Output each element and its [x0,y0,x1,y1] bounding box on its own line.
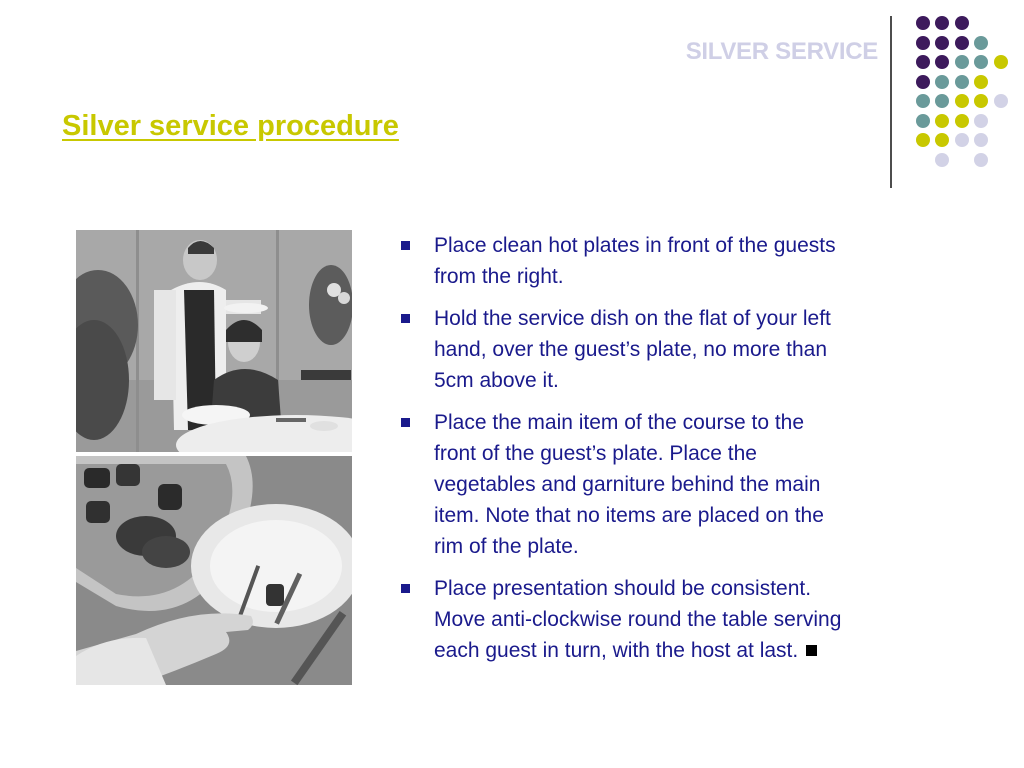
decorative-dot [916,75,930,89]
bullet-square-icon [401,418,410,427]
decorative-dot [935,75,949,89]
bullet-item [398,573,848,666]
photo-waiter-serving-guest [76,230,352,452]
decorative-dot [935,133,949,147]
decorative-dot [955,55,969,69]
end-of-section-square-icon [806,645,817,656]
decorative-dot [916,94,930,108]
decorative-dot [994,55,1008,69]
bullet-square-icon [401,584,410,593]
procedure-bullet-list [398,230,848,677]
bullet-text: Place presentation should be consistent. Move anti-clockwise round the table serving each guest in turn, with the host at last. [434,577,842,662]
slide-title: Silver service procedure [62,110,399,142]
decorative-dot [935,94,949,108]
decorative-dot [916,114,930,128]
decorative-dot [994,94,1008,108]
decorative-dot [955,114,969,128]
header-divider [890,16,892,188]
bullet-item [398,230,848,292]
decorative-dot [974,133,988,147]
decorative-dot [916,55,930,69]
bullet-text: Place the main item of the course to the front of the guest’s plate. Place the vegetables and garniture behind the main item. Note that no items are placed on the rim of the plate. [434,411,824,558]
decorative-dot [974,55,988,69]
decorative-dot [935,153,949,167]
decorative-dot [955,133,969,147]
decorative-dot [935,55,949,69]
decorative-dot [935,114,949,128]
decorative-dot [955,36,969,50]
bullet-text: Place clean hot plates in front of the guests from the right. [434,234,836,288]
decorative-dot [955,16,969,30]
header-section-label: SILVER SERVICE [685,38,878,65]
decorative-dot [916,133,930,147]
bullet-item [398,303,848,396]
bullet-square-icon [401,241,410,250]
decorative-dot-grid [0,0,1024,200]
bullet-square-icon [401,314,410,323]
bullet-item [398,407,848,562]
decorative-dot [935,36,949,50]
decorative-dot [974,94,988,108]
decorative-dot [974,114,988,128]
photo-serving-dish-and-plate [76,456,352,685]
decorative-dot [974,75,988,89]
decorative-dot [916,16,930,30]
decorative-dot [974,153,988,167]
decorative-dot [935,16,949,30]
decorative-dot [916,36,930,50]
bullet-text: Hold the service dish on the flat of your left hand, over the guest’s plate, no more than 5cm above it. [434,307,831,392]
decorative-dot [955,75,969,89]
decorative-dot [955,94,969,108]
decorative-dot [974,36,988,50]
